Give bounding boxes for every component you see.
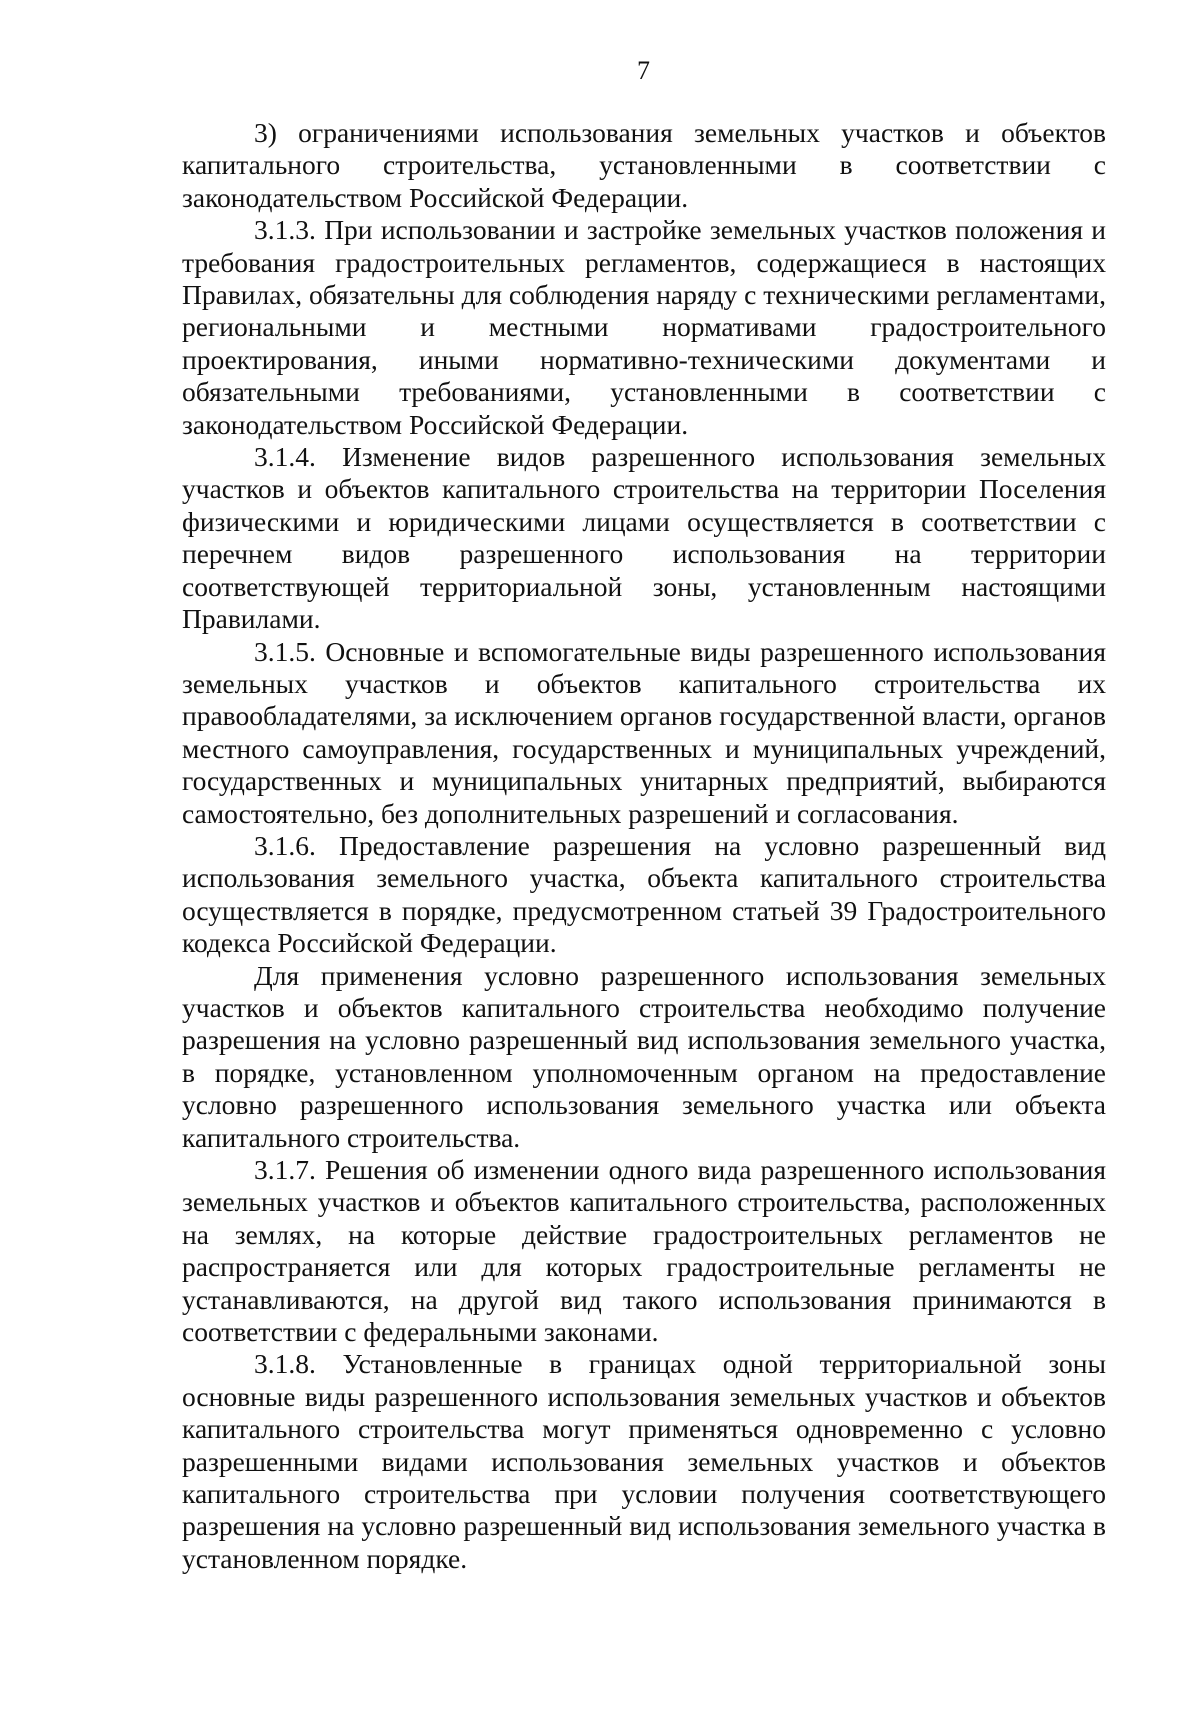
paragraph-3-1-8: 3.1.8. Установленные в границах одной территориальной зоны основные виды разрешенного использования земельных участков и объектов капитального строительства могут применяться одновременно с условно разрешенными видами использования земельных участков и объектов капитального строительства при условии получения соответствующего разрешения на условно разрешенный вид использования земельного участка в установленном порядке. <box>182 1348 1106 1574</box>
paragraph-item-3-restrictions: 3) ограничениями использования земельных участков и объектов капитального строительства, установленными в соответствии с законодательством Российской Федерации. <box>182 117 1106 213</box>
paragraph-3-1-7: 3.1.7. Решения об изменении одного вида разрешенного использования земельных участков и объектов капитального строительства, расположенных на землях, на которые действие градостроительных регламентов не распространяется или для которых градостроительные регламенты не устанавливаются, на другой вид такого использования принимаются в соответствии с федеральными законами. <box>182 1154 1106 1348</box>
paragraph-3-1-4: 3.1.4. Изменение видов разрешенного использования земельных участков и объектов капитального строительства на территории Поселения физическими и юридическими лицами осуществляется в соответствии с перечнем видов разрешенного использования на территории соответствующей территориальной зоны, установленным настоящими Правилами. <box>182 441 1106 635</box>
document-body <box>182 117 1106 1575</box>
paragraph-3-1-6: 3.1.6. Предоставление разрешения на условно разрешенный вид использования земельного участка, объекта капитального строительства осуществляется в порядке, предусмотренном статьей 39 Градостроительного кодекса Российской Федерации. <box>182 829 1106 959</box>
page-number: 7 <box>637 56 650 85</box>
paragraph-3-1-3: 3.1.3. При использовании и застройке земельных участков положения и требования градостроительных регламентов, содержащиеся в настоящих Правилах, обязательны для соблюдения наряду с техническими регламентами, региональными и местными нормативами градостроительного проектирования, иными нормативно-техническими документами и обязательными требованиями, установленными в соответствии с законодательством Российской Федерации. <box>182 214 1106 440</box>
paragraph-3-1-5: 3.1.5. Основные и вспомогательные виды разрешенного использования земельных участков и объектов капитального строительства их правообладателями, за исключением органов государственной власти, органов местного самоуправления, государственных и муниципальных учреждений, государственных и муниципальных унитарных предприятий, выбираются самостоятельно, без дополнительных разрешений и согласования. <box>182 635 1106 829</box>
paragraph-conditional-use: Для применения условно разрешенного использования земельных участков и объектов капитального строительства необходимо получение разрешения на условно разрешенный вид использования земельного участка, в порядке, установленном уполномоченным органом на предоставление условно разрешенного использования земельного участка или объекта капитального строительства. <box>182 959 1106 1153</box>
